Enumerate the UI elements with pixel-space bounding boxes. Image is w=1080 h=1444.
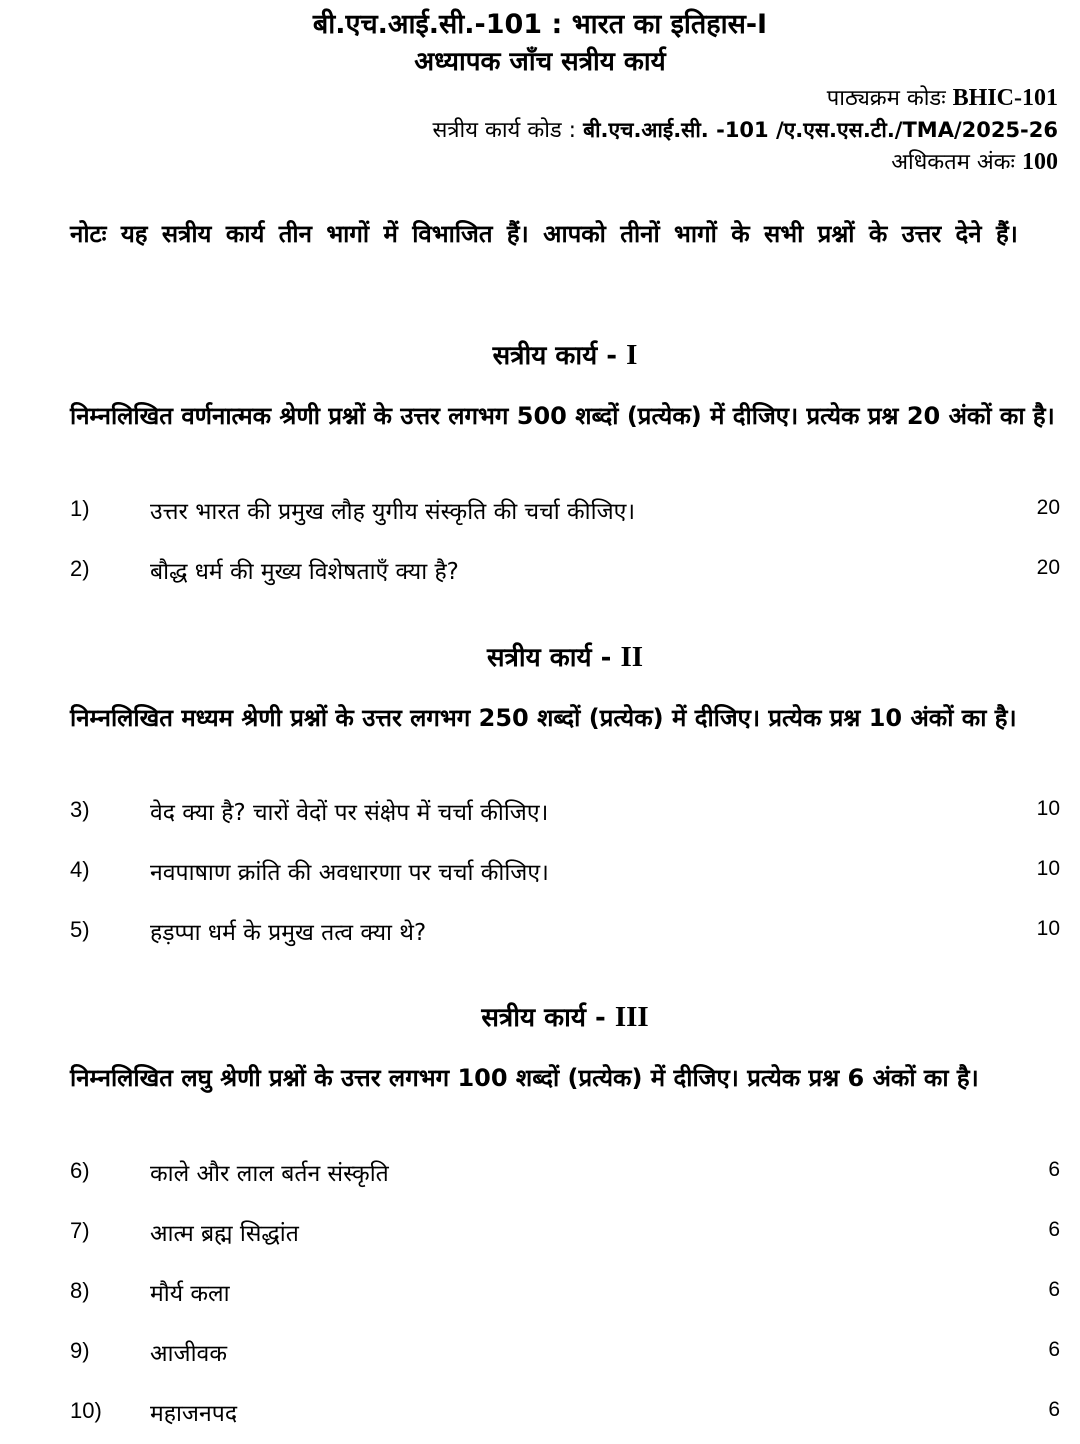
assignment-code-line: [433, 114, 1059, 144]
section-heading-3: [0, 998, 1080, 1034]
assignment-code-value: बी.एच.आई.सी. -101 /ए.एस.एस.टी./TMA/2025-26: [583, 118, 1058, 142]
question-text: आजीवक: [150, 1341, 227, 1367]
max-marks-label: अधिकतम अंकः: [891, 150, 1015, 175]
section-heading-1: [0, 336, 1080, 372]
section-3-instruction: निम्नलिखित लघु श्रेणी प्रश्नों के उत्तर लगभग 100 शब्दों (प्रत्येक) में दीजिए। प्रत्येक प्रश्न 6 अंकों का है।: [70, 1064, 979, 1092]
question-row: [70, 857, 1060, 897]
question-number: 2): [70, 556, 90, 581]
question-marks: 20: [1036, 496, 1060, 519]
question-marks: 10: [1036, 857, 1060, 880]
question-marks: 20: [1036, 556, 1060, 579]
question-marks: 10: [1036, 797, 1060, 820]
course-title-name: भारत का इतिहास-I: [571, 9, 768, 40]
question-number: 4): [70, 857, 90, 882]
course-title: [0, 4, 1080, 41]
question-row: [70, 1398, 1060, 1438]
max-marks-value: 100: [1022, 149, 1058, 175]
course-code-line: [827, 82, 1058, 112]
section-heading-text: सत्रीय कार्य -: [486, 643, 612, 673]
question-row: [70, 797, 1060, 837]
question-row: [70, 917, 1060, 957]
question-number: 7): [70, 1218, 90, 1243]
question-text: काले और लाल बर्तन संस्कृति: [150, 1161, 389, 1187]
question-marks: 6: [1048, 1338, 1060, 1361]
assignment-code-label: सत्रीय कार्य कोड :: [432, 118, 577, 143]
question-text: महाजनपद: [150, 1401, 238, 1427]
question-row: [70, 556, 1060, 596]
section-roman-numeral: III: [614, 1001, 649, 1033]
course-title-separator: :: [542, 9, 572, 40]
course-code-value: BHIC-101: [952, 85, 1058, 111]
question-text: बौद्ध धर्म की मुख्य विशेषताएँ क्या है?: [150, 559, 459, 585]
section-2-instruction: निम्नलिखित मध्यम श्रेणी प्रश्नों के उत्तर लगभग 250 शब्दों (प्रत्येक) में दीजिए। प्रत्येक प्रश्न 10 अंकों का है।: [70, 704, 1017, 732]
question-text: नवपाषाण क्रांति की अवधारणा पर चर्चा कीजिए।: [150, 860, 549, 886]
question-row: [70, 1158, 1060, 1198]
question-row: [70, 1278, 1060, 1318]
question-text: उत्तर भारत की प्रमुख लौह युगीय संस्कृति की चर्चा कीजिए।: [150, 499, 636, 525]
question-marks: 6: [1048, 1398, 1060, 1421]
question-text: मौर्य कला: [150, 1281, 230, 1307]
question-number: 10): [70, 1398, 102, 1423]
question-marks: 6: [1048, 1218, 1060, 1241]
question-text: वेद क्या है? चारों वेदों पर संक्षेप में चर्चा कीजिए।: [150, 800, 549, 826]
section-1-instruction: निम्नलिखित वर्णनात्मक श्रेणी प्रश्नों के उत्तर लगभग 500 शब्दों (प्रत्येक) में दीजिए। प्रत्येक प्रश्न 20 अंकों का है।: [70, 402, 1055, 430]
section-roman-numeral: I: [626, 339, 638, 371]
question-number: 5): [70, 917, 90, 942]
question-number: 9): [70, 1338, 90, 1363]
question-marks: 6: [1048, 1278, 1060, 1301]
question-marks: 10: [1036, 917, 1060, 940]
note-paragraph: नोटः यह सत्रीय कार्य तीन भागों में विभाजित हैं। आपको तीनों भागों के सभी प्रश्नों के उत्तर देने हैं।: [70, 220, 1018, 248]
question-number: 3): [70, 797, 90, 822]
section-heading-text: सत्रीय कार्य -: [481, 1003, 606, 1033]
question-number: 8): [70, 1278, 90, 1303]
question-row: [70, 496, 1060, 536]
question-text: आत्म ब्रह्म सिद्धांत: [150, 1221, 299, 1247]
section-roman-numeral: II: [620, 641, 644, 673]
question-number: 1): [70, 496, 90, 521]
question-marks: 6: [1048, 1158, 1060, 1181]
course-title-code: बी.एच.आई.सी.-101: [312, 9, 543, 40]
question-row: [70, 1218, 1060, 1258]
section-heading-2: [0, 638, 1080, 674]
question-row: [70, 1338, 1060, 1378]
question-text: हड़प्पा धर्म के प्रमुख तत्व क्या थे?: [150, 920, 427, 946]
course-code-label: पाठ्यक्रम कोडः: [826, 86, 946, 111]
max-marks-line: [891, 146, 1058, 176]
section-heading-text: सत्रीय कार्य -: [492, 341, 618, 371]
page-subtitle: अध्यापक जाँच सत्रीय कार्य: [414, 47, 666, 77]
question-number: 6): [70, 1158, 90, 1183]
